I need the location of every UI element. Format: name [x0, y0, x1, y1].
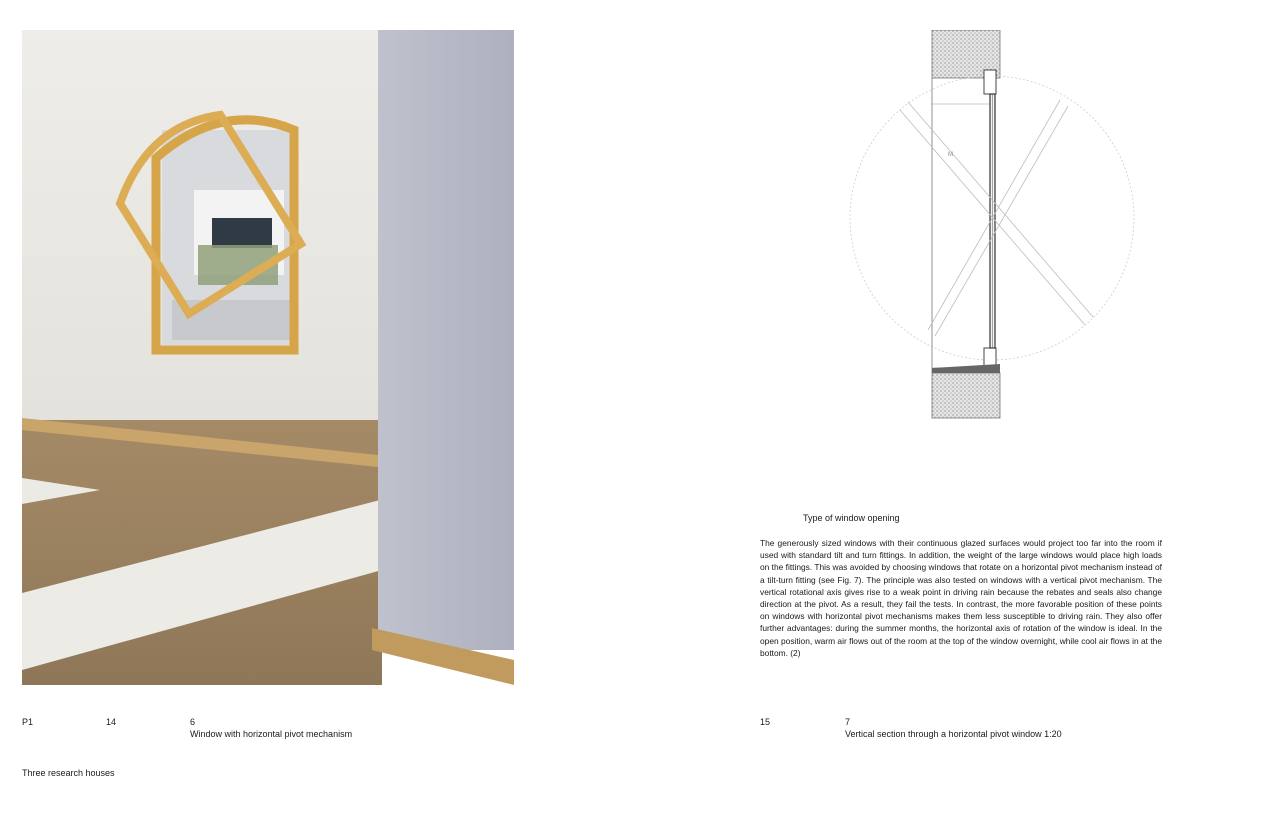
figure-caption-left: Window with horizontal pivot mechanism: [190, 729, 353, 739]
lower-wall-section: [932, 373, 1000, 418]
section-code: P1: [22, 717, 34, 727]
figure-number-left: 6: [190, 717, 196, 727]
page-number-right: 15: [760, 717, 771, 727]
drawing-label: M: [948, 152, 953, 158]
vertical-section-diagram: [840, 30, 1150, 425]
section-drawing: [840, 30, 1150, 425]
page-number-left: 14: [106, 717, 117, 727]
window-photograph: [22, 30, 514, 685]
partition-wall: [378, 30, 514, 650]
running-footer: Three research houses: [22, 768, 115, 778]
figure-caption-right: Vertical section through a horizontal pivot window 1:20: [845, 729, 1062, 739]
figure-number-right: 7: [845, 717, 851, 727]
text-heading: Type of window opening: [803, 513, 900, 523]
interior-illustration: [22, 30, 514, 685]
body-paragraph: The generously sized windows with their continuous glazed surfaces would project too far into the room if used with standard tilt and turn fittings. In addition, the weight of the large windows would place high loads on the fittings. This was avoided by choosing windows that rotate on a horizontal pivot mechanism instead of a tilt-turn fitting (see Fig. 7). The principle was also tested on windows with a vertical pivot mechanism. The vertical rotational axis gives rise to a weak point in driving rain because the rebates and seals also change direction at the pivot. As a result, they fail the tests. In contrast, the more favorable position of these points on windows with horizontal pivot mechanisms makes them less susceptible to driving rain. They also offer further advantages: during the summer months, the horizontal axis of rotation of the window is ideal. In the open position, warm air flows out of the room at the top of the window overnight, while cool air flows in at the bottom. (2): [760, 538, 1162, 658]
